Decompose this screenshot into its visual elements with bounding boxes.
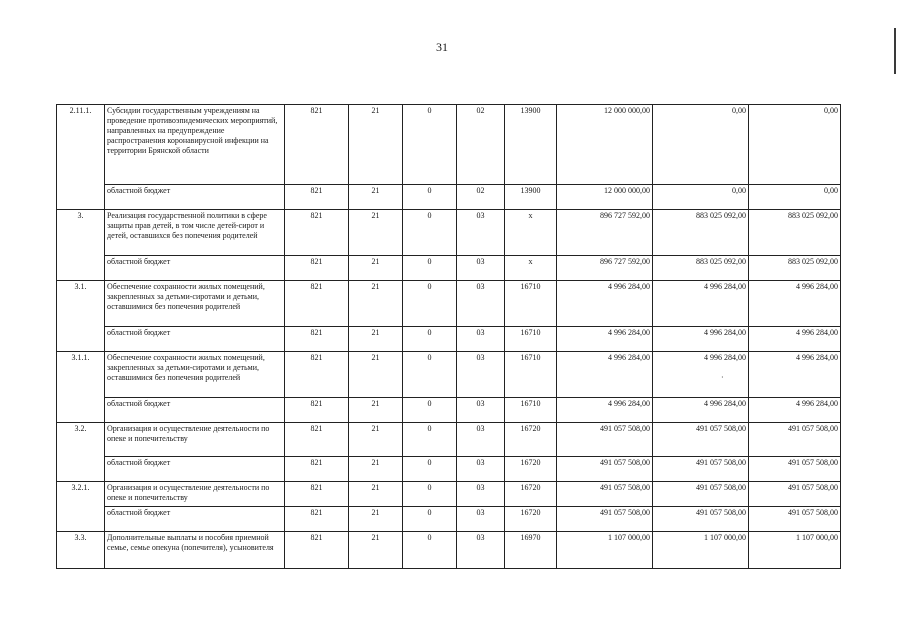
cell-code-4: 13900 — [505, 185, 557, 210]
table-row — [57, 398, 841, 423]
cell-amount-2: 883 025 092,00 — [653, 256, 749, 281]
row-index: 3.1. — [57, 281, 105, 352]
cell-amount-3: 491 057 508,00 — [749, 423, 841, 457]
row-description: областной бюджет — [105, 398, 285, 423]
cell-amount-1: 896 727 592,00 — [557, 256, 653, 281]
budget-table — [56, 104, 841, 569]
cell-code-3: 03 — [457, 457, 505, 482]
cell-amount-2: 491 057 508,00 — [653, 482, 749, 507]
cell-grbs: 821 — [285, 352, 349, 398]
cell-amount-2: 4 996 284,00 — [653, 398, 749, 423]
cell-amount-1: 12 000 000,00 — [557, 105, 653, 185]
cell-code-2: 0 — [403, 281, 457, 327]
cell-amount-2: 0,00 — [653, 185, 749, 210]
cell-grbs: 821 — [285, 210, 349, 256]
cell-code-1: 21 — [349, 327, 403, 352]
cell-amount-3: 0,00 — [749, 185, 841, 210]
cell-code-4: 16710 — [505, 281, 557, 327]
cell-amount-1: 4 996 284,00 — [557, 398, 653, 423]
cell-code-1: 21 — [349, 457, 403, 482]
table-row — [57, 105, 841, 185]
row-description: Обеспечение сохранности жилых помещений, закрепленных за детьми-сиротами и детьми, оставшимися без попечения родителей — [105, 281, 285, 327]
cell-code-1: 21 — [349, 281, 403, 327]
cell-code-1: 21 — [349, 398, 403, 423]
table-row — [57, 352, 841, 398]
cell-code-3: 02 — [457, 105, 505, 185]
cell-amount-2: 4 996 284,00 — [653, 327, 749, 352]
table-row — [57, 482, 841, 507]
cell-code-2: 0 — [403, 507, 457, 532]
cell-code-4: 16720 — [505, 423, 557, 457]
table-row — [57, 507, 841, 532]
table-row — [57, 457, 841, 482]
cell-code-1: 21 — [349, 423, 403, 457]
cell-amount-3: 0,00 — [749, 105, 841, 185]
cell-code-1: 21 — [349, 210, 403, 256]
row-index: 3.2. — [57, 423, 105, 482]
cell-code-3: 03 — [457, 327, 505, 352]
cell-amount-1: 491 057 508,00 — [557, 423, 653, 457]
table-row — [57, 532, 841, 569]
cell-amount-1: 4 996 284,00 — [557, 327, 653, 352]
cell-grbs: 821 — [285, 423, 349, 457]
table-row — [57, 281, 841, 327]
row-description: Реализация государственной политики в сфере защиты прав детей, в том числе детей-сирот и детей, оставшихся без попечения родителей — [105, 210, 285, 256]
cell-amount-3: 1 107 000,00 — [749, 532, 841, 569]
row-description: областной бюджет — [105, 256, 285, 281]
cell-code-1: 21 — [349, 256, 403, 281]
cell-code-1: 21 — [349, 185, 403, 210]
cell-amount-1: 491 057 508,00 — [557, 482, 653, 507]
cell-amount-2: 491 057 508,00 — [653, 457, 749, 482]
cell-amount-2: 491 057 508,00 — [653, 423, 749, 457]
cell-code-2: 0 — [403, 482, 457, 507]
cell-grbs: 821 — [285, 532, 349, 569]
cell-grbs: 821 — [285, 185, 349, 210]
page-number: 31 — [436, 40, 448, 54]
table-row — [57, 423, 841, 457]
cell-code-2: 0 — [403, 327, 457, 352]
cell-code-2: 0 — [403, 398, 457, 423]
cell-code-2: 0 — [403, 185, 457, 210]
cell-amount-3: 883 025 092,00 — [749, 210, 841, 256]
cell-code-2: 0 — [403, 105, 457, 185]
cell-code-3: 03 — [457, 423, 505, 457]
cell-code-4: х — [505, 256, 557, 281]
cell-grbs: 821 — [285, 398, 349, 423]
cell-code-4: 16720 — [505, 507, 557, 532]
row-description: Обеспечение сохранности жилых помещений, закрепленных за детьми-сиротами и детьми, оставшимися без попечения родителей — [105, 352, 285, 398]
row-description: Организация и осуществление деятельности по опеке и попечительству — [105, 482, 285, 507]
cell-amount-3: 4 996 284,00 — [749, 352, 841, 398]
cell-grbs: 821 — [285, 327, 349, 352]
cell-code-2: 0 — [403, 532, 457, 569]
cell-code-4: 16720 — [505, 457, 557, 482]
cell-amount-1: 1 107 000,00 — [557, 532, 653, 569]
row-description: Дополнительные выплаты и пособия приемной семье, семье опекуна (попечителя), усыновителя — [105, 532, 285, 569]
cell-grbs: 821 — [285, 256, 349, 281]
row-description: Субсидии государственным учреждениям на проведение противоэпидемических мероприятий, направленных на предупреждение распространения коронавирусной инфекции на территории Брянской области — [105, 105, 285, 185]
row-index: 3.1.1. — [57, 352, 105, 423]
cell-code-2: 0 — [403, 210, 457, 256]
row-index: 3. — [57, 210, 105, 281]
cell-amount-1: 4 996 284,00 — [557, 281, 653, 327]
cell-code-3: 03 — [457, 352, 505, 398]
stray-dot-mark: · — [721, 373, 724, 382]
cell-code-1: 21 — [349, 482, 403, 507]
row-index: 3.2.1. — [57, 482, 105, 532]
cell-amount-2: 4 996 284,00 — [653, 352, 749, 398]
table-row — [57, 327, 841, 352]
row-description: областной бюджет — [105, 507, 285, 532]
cell-code-1: 21 — [349, 352, 403, 398]
row-description: областной бюджет — [105, 327, 285, 352]
cell-amount-3: 491 057 508,00 — [749, 507, 841, 532]
cell-code-4: 16710 — [505, 327, 557, 352]
cell-code-3: 03 — [457, 256, 505, 281]
cell-amount-3: 491 057 508,00 — [749, 457, 841, 482]
cell-amount-1: 4 996 284,00 — [557, 352, 653, 398]
cell-amount-1: 491 057 508,00 — [557, 457, 653, 482]
cell-grbs: 821 — [285, 281, 349, 327]
cell-code-1: 21 — [349, 532, 403, 569]
table-row — [57, 185, 841, 210]
row-description: областной бюджет — [105, 457, 285, 482]
cell-amount-3: 491 057 508,00 — [749, 482, 841, 507]
cell-code-4: 13900 — [505, 105, 557, 185]
cell-amount-3: 4 996 284,00 — [749, 327, 841, 352]
cell-code-1: 21 — [349, 507, 403, 532]
cell-code-3: 03 — [457, 507, 505, 532]
cell-code-4: 16720 — [505, 482, 557, 507]
row-index: 3.3. — [57, 532, 105, 569]
cell-code-4: 16710 — [505, 352, 557, 398]
cell-amount-2: 0,00 — [653, 105, 749, 185]
cell-amount-1: 12 000 000,00 — [557, 185, 653, 210]
row-description: областной бюджет — [105, 185, 285, 210]
cell-amount-2: 1 107 000,00 — [653, 532, 749, 569]
cell-code-3: 03 — [457, 398, 505, 423]
cell-amount-1: 896 727 592,00 — [557, 210, 653, 256]
cell-code-1: 21 — [349, 105, 403, 185]
table-row — [57, 210, 841, 256]
cell-code-2: 0 — [403, 352, 457, 398]
cell-code-2: 0 — [403, 457, 457, 482]
cell-code-3: 02 — [457, 185, 505, 210]
cell-amount-3: 4 996 284,00 — [749, 281, 841, 327]
cell-amount-3: 4 996 284,00 — [749, 398, 841, 423]
cell-code-2: 0 — [403, 256, 457, 281]
cell-code-2: 0 — [403, 423, 457, 457]
scan-edge-mark — [894, 28, 896, 74]
cell-amount-2: 883 025 092,00 — [653, 210, 749, 256]
cell-grbs: 821 — [285, 457, 349, 482]
cell-code-4: 16710 — [505, 398, 557, 423]
cell-amount-2: 491 057 508,00 — [653, 507, 749, 532]
cell-code-3: 03 — [457, 532, 505, 569]
cell-amount-1: 491 057 508,00 — [557, 507, 653, 532]
cell-grbs: 821 — [285, 482, 349, 507]
cell-grbs: 821 — [285, 507, 349, 532]
cell-grbs: 821 — [285, 105, 349, 185]
cell-code-4: 16970 — [505, 532, 557, 569]
cell-amount-2: 4 996 284,00 — [653, 281, 749, 327]
cell-code-3: 03 — [457, 482, 505, 507]
row-description: Организация и осуществление деятельности по опеке и попечительству — [105, 423, 285, 457]
cell-code-3: 03 — [457, 210, 505, 256]
table-row — [57, 256, 841, 281]
cell-code-4: х — [505, 210, 557, 256]
cell-code-3: 03 — [457, 281, 505, 327]
cell-amount-3: 883 025 092,00 — [749, 256, 841, 281]
row-index: 2.11.1. — [57, 105, 105, 210]
